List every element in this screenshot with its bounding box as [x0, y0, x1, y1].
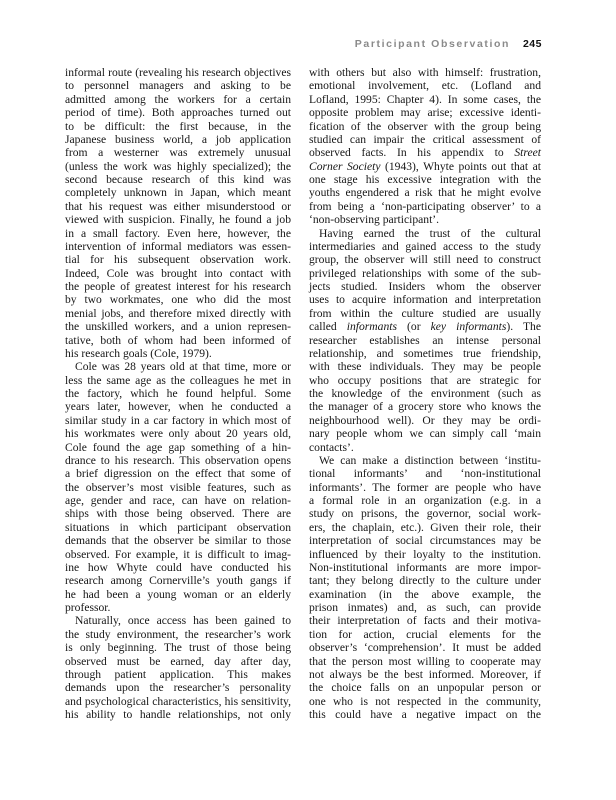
- text-line: relationship, and sometimes true friendship,: [309, 346, 541, 360]
- text-line: to personnel managers and asking to be: [65, 79, 291, 93]
- text-line: opposite problem may arise; excessive identi-: [309, 106, 541, 120]
- text-line: is only beginning. The trust of those being: [65, 641, 291, 655]
- text-line: [65, 347, 291, 360]
- text-run: ). The: [506, 320, 541, 334]
- text-line: the study environment, the researcher’s work: [65, 627, 291, 641]
- text-line: with others but also with himself: frustration,: [309, 66, 541, 79]
- text-line: informal route (revealing his research objectives: [65, 66, 291, 79]
- text-line: the factory, which he found helpful. Some: [65, 387, 291, 400]
- text-line: the unskilled workers, and a union represen-: [65, 320, 291, 334]
- italic-text: informants: [346, 320, 397, 334]
- text-line: [65, 360, 291, 373]
- text-line: [65, 614, 291, 627]
- text-run: observed facts. In his appendix to: [309, 146, 515, 160]
- text-line: this could have a negative impact on the: [309, 708, 541, 721]
- text-run: Cole was 28 years old at that time, more or: [75, 360, 291, 374]
- text-run: professor.: [65, 601, 111, 614]
- text-line: he had been a young woman or an elderly: [65, 587, 291, 601]
- text-line: his ability to handle relationships, not only: [65, 708, 291, 721]
- text-line: influenced by their loyalty to the institution.: [309, 547, 541, 561]
- text-line: the manager of a grocery store who knows the: [309, 400, 541, 414]
- text-line: privileged relationships with some of the sub-: [309, 266, 541, 280]
- page-number: 245: [522, 38, 542, 50]
- text-line: through patient application. This makes: [65, 667, 291, 681]
- text-line: the people of greatest interest for his research: [65, 280, 291, 293]
- text-run: ‘non-observing participant’.: [309, 213, 440, 227]
- text-line: less the same age as the colleagues he met in: [65, 373, 291, 387]
- text-line: jects studied. Insiders whom the observer: [309, 280, 541, 293]
- text-line: menial jobs, and therefore mixed directly with: [65, 306, 291, 320]
- text-line: group, the observer will still need to construct: [309, 253, 541, 267]
- italic-text: Street: [514, 146, 541, 160]
- text-line: the choice falls on an unpopular person or: [309, 681, 541, 695]
- text-line: [309, 146, 541, 159]
- text-run: (1943), Whyte points out that at: [380, 159, 541, 173]
- text-line: emotional involvement, etc. (Lofland and: [309, 79, 541, 93]
- text-line: his workmates were only about 20 years old,: [65, 427, 291, 441]
- text-line: [309, 441, 541, 454]
- text-line: tative, both of whom had been informed of: [65, 333, 291, 347]
- text-line: Non-institutional informants are more impor-: [309, 560, 541, 574]
- text-line: research among Cornerville’s youth gangs if: [65, 574, 291, 588]
- text-line: youths engendered a risk that he might evolve: [309, 186, 541, 200]
- text-line: observer’s ‘comprehension’. It must be added: [309, 641, 541, 655]
- text-line: admitted among the workers for a certain: [65, 92, 291, 106]
- text-line: [65, 601, 291, 614]
- text-line: neighbourhood well). Or they may be ordi-: [309, 413, 541, 427]
- text-line: prison inmates) and, as such, can provide: [309, 601, 541, 614]
- text-line: nary people whom we can simply call ‘main: [309, 427, 541, 441]
- text-line: not always be the best informed. Moreover, if: [309, 667, 541, 681]
- text-line: from a westerner was extremely unusual: [65, 146, 291, 160]
- text-run: his research goals (Cole, 1979).: [65, 346, 212, 360]
- running-header: [355, 38, 542, 50]
- text-line: [309, 320, 541, 333]
- text-line: situations in which participant observation: [65, 520, 291, 534]
- text-line: viewed with suspicion. Finally, he found a job: [65, 213, 291, 227]
- text-line: tional informants’ and ‘non-institutional: [309, 467, 541, 481]
- text-line: second because research of this kind was: [65, 173, 291, 186]
- text-line: period of time). Both approaches turned out: [65, 106, 291, 120]
- text-run: Having earned the trust of the cultural: [319, 226, 541, 240]
- text-line: completely unknown in Japan, which meant: [65, 186, 291, 200]
- text-line: the observer’s most visible features, such as: [65, 480, 291, 494]
- text-line: [309, 454, 541, 467]
- text-line: demands that the observer be similar to those: [65, 534, 291, 548]
- text-line: a brief digression on the effect that some of: [65, 467, 291, 481]
- text-line: Cole found the age gap something of a hin-: [65, 440, 291, 454]
- text-line: demands upon the researcher’s personality: [65, 681, 291, 695]
- text-column-right: [309, 66, 541, 721]
- text-line: with these individuals. They may be people: [309, 360, 541, 374]
- text-line: [309, 160, 541, 173]
- text-line: similar study in a car factory in which most of: [65, 413, 291, 427]
- text-line: examination (in the above example, the: [309, 587, 541, 601]
- text-line: from within the culture studied are usually: [309, 306, 541, 320]
- text-line: one stage his excessive integration with the: [309, 173, 541, 186]
- text-line: study on prisons, the governor, social work-: [309, 507, 541, 521]
- text-run: Naturally, once access has been gained to: [75, 614, 291, 628]
- text-line: drance to his research. This observation opens: [65, 453, 291, 467]
- text-line: and psychological characteristics, his sensitivity,: [65, 694, 291, 708]
- text-line: intervention of informal mediators was essen-: [65, 239, 291, 253]
- text-line: fication of the observer with the group being: [309, 119, 541, 133]
- text-line: Indeed, Cole was brought into contact with: [65, 266, 291, 280]
- text-line: who occupy positions that are strategic for: [309, 373, 541, 387]
- text-line: one who is not respected in the community,: [309, 694, 541, 708]
- italic-text: key informants: [430, 320, 507, 334]
- text-line: intermediaries and gained access to the study: [309, 239, 541, 253]
- text-line: informants’. The former are people who have: [309, 480, 541, 494]
- text-line: ships with those being observed. There are: [65, 507, 291, 521]
- text-line: researcher establishes an intense personal: [309, 333, 541, 347]
- text-line: tant; they belong directly to the culture under: [309, 574, 541, 588]
- text-line: age, gender and race, can have on relation-: [65, 494, 291, 507]
- text-line: ine how Whyte could have conducted his: [65, 560, 291, 574]
- text-line: studied can impair the critical assessment of: [309, 132, 541, 146]
- text-line: observed. For example, it is difficult to imag-: [65, 547, 291, 561]
- text-line: observed must be earned, day after day,: [65, 654, 291, 668]
- text-line: that the person most willing to cooperate may: [309, 654, 541, 668]
- text-run: We can make a distinction between ‘institu-: [319, 453, 541, 467]
- text-line: Japanese business world, a job application: [65, 132, 291, 146]
- text-line: to be difficult: the first because, in the: [65, 119, 291, 133]
- text-line: uses to acquire information and interpretation: [309, 293, 541, 307]
- text-line: interpretation of social circumstances may be: [309, 534, 541, 548]
- text-line: their interpretation of facts and their motiva-: [309, 614, 541, 628]
- text-run: (or: [396, 320, 431, 334]
- text-line: years later, however, when he conducted a: [65, 400, 291, 414]
- text-run: contacts’.: [309, 440, 354, 454]
- running-title: Participant Observation: [354, 38, 511, 50]
- text-line: Lofland, 1995: Chapter 4). In some cases, the: [309, 92, 541, 106]
- text-line: [309, 213, 541, 226]
- text-line: that his request was either misunderstood or: [65, 199, 291, 213]
- text-line: [309, 227, 541, 240]
- text-column-left: [65, 66, 291, 721]
- text-line: ers, the chaplain, etc.). Given their role, their: [309, 520, 541, 534]
- text-line: tial for his subsequent observation work.: [65, 253, 291, 267]
- text-line: a formal role in an organization (e.g. in a: [309, 494, 541, 507]
- text-line: the knowledge of the environment (such as: [309, 387, 541, 400]
- text-line: (unless the work was highly specialized); the: [65, 159, 291, 173]
- text-line: in a small factory. Even here, however, the: [65, 226, 291, 240]
- text-line: tion for action, crucial elements for the: [309, 627, 541, 641]
- text-run: called: [309, 320, 347, 334]
- text-line: by two workmates, one who did the most: [65, 293, 291, 307]
- text-line: from being a ‘non-participating observer’ to a: [309, 199, 541, 213]
- italic-text: Corner Society: [309, 159, 381, 173]
